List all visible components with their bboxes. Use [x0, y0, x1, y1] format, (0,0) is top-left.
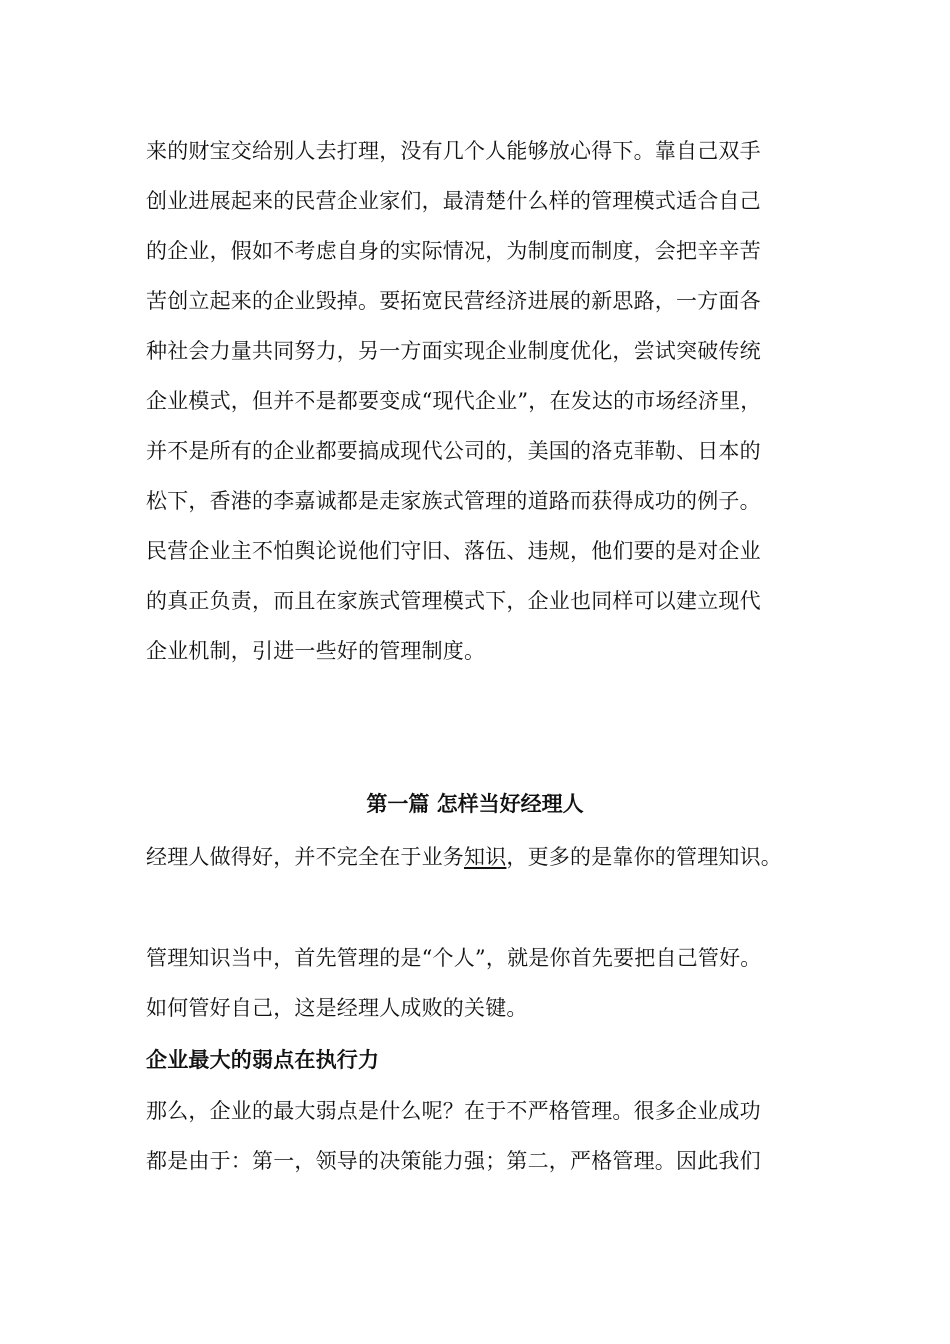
intro-line-4: 苦创立起来的企业毁掉。要拓宽民营经济进展的新思路，一方面各 — [146, 289, 761, 313]
paragraph-2-line-2: 如何管好自己，这是经理人成败的关键。 — [146, 996, 528, 1020]
paragraph-2-line-1: 管理知识当中，首先管理的是“个人”，就是你首先要把自己管好。 — [146, 946, 762, 970]
underlined-term: 知识 — [464, 845, 507, 869]
intro-line-1: 来的财宝交给别人去打理，没有几个人能够放心得下。靠自己双手 — [146, 139, 761, 163]
intro-line-10: 的真正负责，而且在家族式管理模式下，企业也同样可以建立现代 — [146, 589, 761, 613]
paragraph-3-line-1: 那么，企业的最大弱点是什么呢？在于不严格管理。很多企业成功 — [146, 1099, 761, 1123]
chapter-title: 第一篇 怎样当好经理人 — [366, 791, 584, 816]
section-heading: 企业最大的弱点在执行力 — [146, 1047, 380, 1072]
paragraph-1 — [146, 843, 816, 871]
intro-line-11: 企业机制，引进一些好的管理制度。 — [146, 639, 486, 663]
paragraph-1-end: ，更多的是靠你的管理知识。 — [506, 845, 783, 869]
paragraph-1-start: 经理人做得好，并不完全在于业务 — [146, 845, 464, 869]
intro-line-6: 企业模式，但并不是都要变成“现代企业”，在发达的市场经济里， — [146, 389, 762, 413]
intro-line-5: 种社会力量共同努力，另一方面实现企业制度优化，尝试突破传统 — [146, 339, 761, 363]
intro-line-2: 创业进展起来的民营企业家们，最清楚什么样的管理模式适合自己 — [146, 189, 761, 213]
intro-line-9: 民营企业主不怕舆论说他们守旧、落伍、违规，他们要的是对企业 — [146, 539, 761, 563]
intro-line-3: 的企业，假如不考虑自身的实际情况，为制度而制度，会把辛辛苦 — [146, 239, 761, 263]
intro-line-8: 松下，香港的李嘉诚都是走家族式管理的道路而获得成功的例子。 — [146, 489, 761, 513]
intro-line-7: 并不是所有的企业都要搞成现代公司的，美国的洛克菲勒、日本的 — [146, 439, 761, 463]
paragraph-3-line-2: 都是由于：第一，领导的决策能力强；第二，严格管理。因此我们 — [146, 1149, 761, 1173]
